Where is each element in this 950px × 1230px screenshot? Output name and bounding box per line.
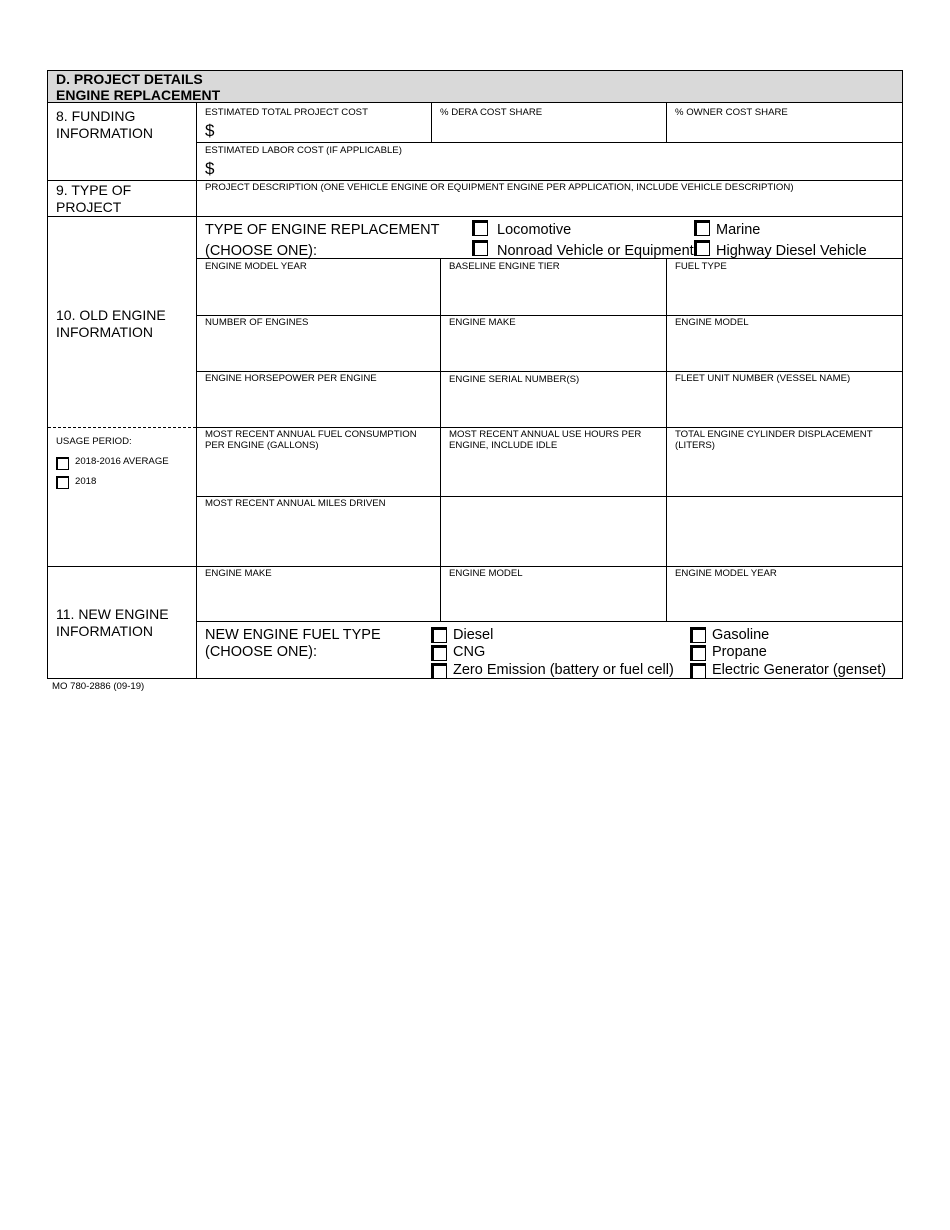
total-cost-field[interactable]: $	[205, 121, 215, 140]
left-column-divider	[196, 103, 197, 679]
old-engine-section-label-2: INFORMATION	[56, 324, 153, 340]
replacement-type-label-2: (CHOOSE ONE):	[205, 243, 317, 259]
usage-avg-option-label: 2018-2016 AVERAGE	[75, 456, 169, 467]
dera-share-label: % DERA COST SHARE	[440, 107, 543, 118]
locomotive-checkbox[interactable]	[472, 220, 488, 236]
fuel-consumption-label-2: PER ENGINE (GALLONS)	[205, 440, 319, 451]
baseline-engine-tier-label: BASELINE ENGINE TIER	[449, 261, 560, 272]
fleet-unit-label: FLEET UNIT NUMBER (VESSEL NAME)	[675, 373, 851, 384]
nonroad-option-label: Nonroad Vehicle or Equipment	[497, 243, 694, 259]
old-engine-section-label: 10. OLD ENGINE	[56, 307, 166, 323]
cng-option-label: CNG	[453, 644, 486, 660]
propane-checkbox[interactable]	[690, 645, 706, 661]
old-engine-make-label: ENGINE MAKE	[449, 317, 516, 328]
project-type-section-label: 9. TYPE OF	[56, 182, 132, 198]
highway-option-label: Highway Diesel Vehicle	[716, 243, 867, 259]
propane-option-label: Propane	[712, 644, 767, 660]
locomotive-option-label: Locomotive	[497, 222, 572, 238]
funding-section-label: 8. FUNDING	[56, 108, 136, 124]
marine-option-label: Marine	[716, 222, 761, 238]
owner-share-label: % OWNER COST SHARE	[675, 107, 788, 118]
use-hours-label: MOST RECENT ANNUAL USE HOURS PER	[449, 429, 642, 440]
new-engine-model-year-label: ENGINE MODEL YEAR	[675, 568, 777, 579]
project-type-section-label-2: PROJECT	[56, 199, 122, 215]
horsepower-label: ENGINE HORSEPOWER PER ENGINE	[205, 373, 377, 384]
usage-2018-option-label: 2018	[75, 476, 97, 487]
cng-checkbox[interactable]	[431, 645, 447, 661]
old-engine-model-label: ENGINE MODEL	[675, 317, 749, 328]
number-of-engines-label: NUMBER OF ENGINES	[205, 317, 309, 328]
gasoline-option-label: Gasoline	[712, 627, 770, 643]
diesel-checkbox[interactable]	[431, 627, 447, 643]
owner-share-field[interactable]	[675, 119, 895, 139]
new-fuel-type-label-2: (CHOOSE ONE):	[205, 644, 317, 660]
project-description-field[interactable]	[205, 194, 895, 214]
new-fuel-type-label: NEW ENGINE FUEL TYPE	[205, 627, 381, 643]
project-description-label: PROJECT DESCRIPTION (ONE VEHICLE ENGINE OR EQUIPMENT ENGINE PER APPLICATION, INCLUDE VEHICLE DESCRIPTION)	[205, 182, 794, 193]
dera-share-field[interactable]	[440, 119, 660, 139]
new-engine-section-label-2: INFORMATION	[56, 623, 153, 639]
marine-checkbox[interactable]	[694, 220, 710, 236]
use-hours-label-2: ENGINE, INCLUDE IDLE	[449, 440, 558, 451]
new-engine-make-label: ENGINE MAKE	[205, 568, 272, 579]
diesel-option-label: Diesel	[453, 627, 494, 643]
fuel-consumption-label: MOST RECENT ANNUAL FUEL CONSUMPTION	[205, 429, 417, 440]
nonroad-checkbox[interactable]	[472, 240, 488, 256]
section-subtitle: ENGINE REPLACEMENT	[56, 87, 221, 103]
usage-period-label: USAGE PERIOD:	[56, 436, 132, 447]
displacement-label-2: (LITERS)	[675, 440, 715, 451]
section-title: D. PROJECT DETAILS	[56, 71, 203, 87]
labor-cost-field[interactable]: $	[205, 159, 215, 178]
zero-emission-checkbox[interactable]	[431, 663, 447, 679]
engine-model-year-label: ENGINE MODEL YEAR	[205, 261, 307, 272]
miles-driven-label: MOST RECENT ANNUAL MILES DRIVEN	[205, 498, 386, 509]
fuel-type-label: FUEL TYPE	[675, 261, 727, 272]
serial-numbers-label: ENGINE SERIAL NUMBER(S)	[449, 374, 580, 385]
genset-option-label: Electric Generator (genset)	[712, 662, 887, 678]
new-engine-section-label: 11. NEW ENGINE	[56, 606, 169, 622]
zero-emission-option-label: Zero Emission (battery or fuel cell)	[453, 662, 674, 678]
displacement-label: TOTAL ENGINE CYLINDER DISPLACEMENT	[675, 429, 873, 440]
usage-avg-checkbox[interactable]	[56, 457, 69, 470]
new-engine-model-label: ENGINE MODEL	[449, 568, 523, 579]
form-number: MO 780-2886 (09-19)	[52, 681, 145, 692]
labor-cost-label: ESTIMATED LABOR COST (IF APPLICABLE)	[205, 145, 402, 156]
replacement-type-label: TYPE OF ENGINE REPLACEMENT	[205, 222, 440, 238]
genset-checkbox[interactable]	[690, 663, 706, 679]
highway-checkbox[interactable]	[694, 240, 710, 256]
usage-2018-checkbox[interactable]	[56, 476, 69, 489]
project-details-form	[47, 70, 903, 679]
gasoline-checkbox[interactable]	[690, 627, 706, 643]
section-header	[48, 71, 902, 103]
total-cost-label: ESTIMATED TOTAL PROJECT COST	[205, 107, 368, 118]
funding-section-label-2: INFORMATION	[56, 125, 153, 141]
